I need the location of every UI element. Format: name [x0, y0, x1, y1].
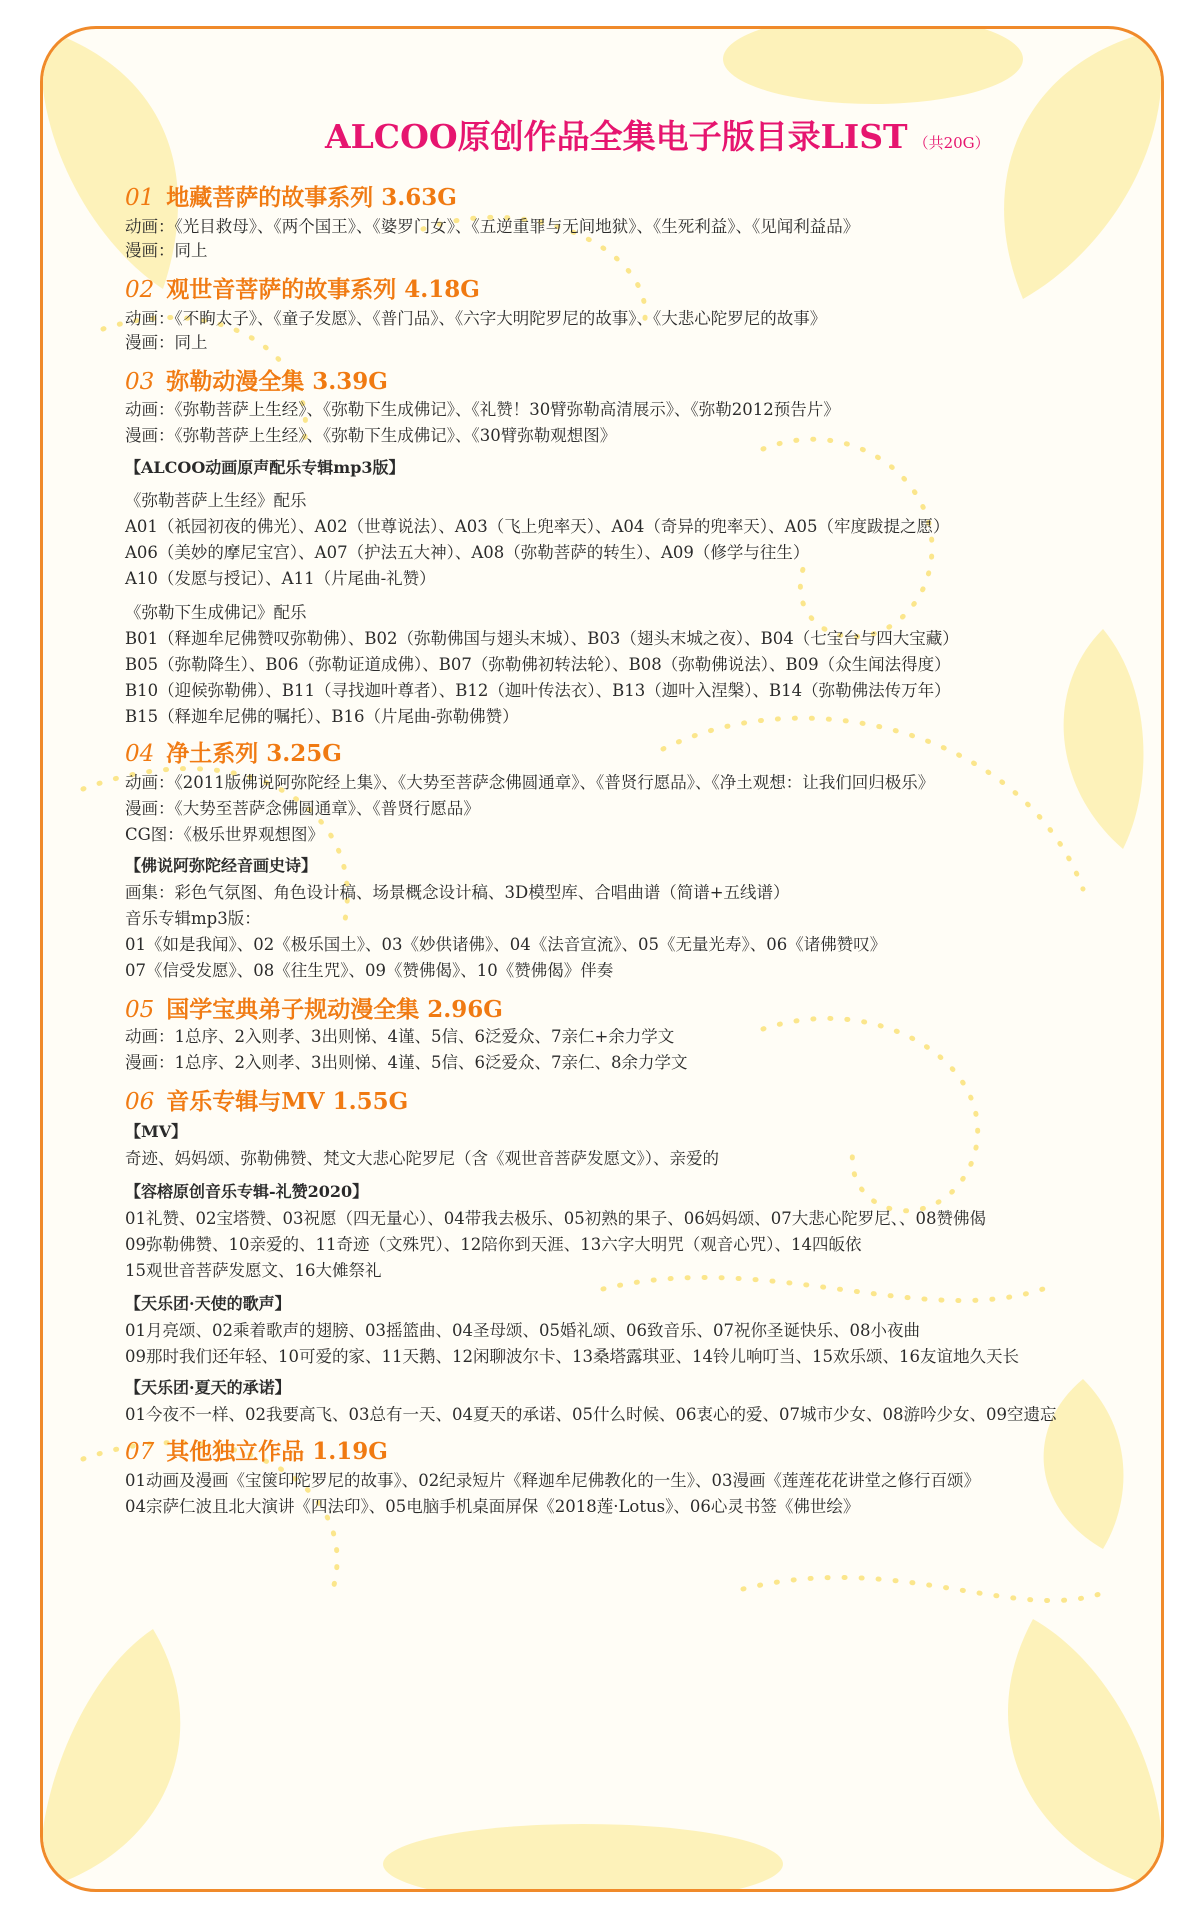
- section-04-heading: [125, 735, 342, 768]
- track-line: B01（释迦牟尼佛赞叹弥勒佛）、B02（弥勒佛国与翅头末城）、B03（翅头末城之夜）、B04（七宝台与四大宝藏）: [125, 629, 959, 648]
- track-line: 01今夜不一样、02我要高飞、03总有一天、04夏天的承诺、05什么时候、06衷心的爱、07城市少女、08游吟少女、09空遗忘: [125, 1405, 1057, 1424]
- track-line: A06（美妙的摩尼宝宫）、A07（护法五大神）、A08（弥勒菩萨的转生）、A09（修学与往生）: [125, 543, 810, 562]
- track-line: 07《信受发愿》、08《往生咒》、09《赞佛偈》、10《赞佛偈》伴奏: [125, 961, 614, 980]
- album-label: 【MV】: [125, 1122, 188, 1141]
- section-title: 音乐专辑与MV 1.55G: [166, 1088, 409, 1115]
- section-title: 地藏菩萨的故事系列 3.63G: [166, 184, 457, 211]
- text-line: 动画：1总序、2入则孝、3出则悌、4谨、5信、6泛爱众、7亲仁+余力学文: [125, 1027, 675, 1046]
- section-06-heading: [125, 1083, 408, 1116]
- track-line: 01《如是我闻》、02《极乐国土》、03《妙供诸佛》、04《法音宣流》、05《无量光寿》、06《诸佛赞叹》: [125, 935, 887, 954]
- section-number: 03: [125, 369, 155, 395]
- text-line: 动画：《光目救母》、《两个国王》、《婆罗门女》、《五逆重罪与无间地狱》、《生死利益》、《见闻利益品》: [125, 217, 860, 236]
- section-07-heading: [125, 1433, 388, 1466]
- section-number: 05: [125, 997, 155, 1023]
- section-01-heading: [125, 179, 457, 212]
- group-title: 《弥勒菩萨上生经》配乐: [125, 491, 307, 510]
- album-label: 【佛说阿弥陀经音画史诗】: [125, 856, 318, 875]
- page-frame: [40, 26, 1164, 1892]
- text-line: 漫画：《大势至菩萨念佛圆通章》、《普贤行愿品》: [125, 799, 480, 818]
- text-line: 漫画：同上: [125, 241, 208, 260]
- text-line: 漫画：《弥勒菩萨上生经》、《弥勒下生成佛记》、《30臂弥勒观想图》: [125, 426, 617, 445]
- album-label: 【ALCOO动画原声配乐专辑mp3版】: [125, 458, 405, 477]
- track-line: 01礼赞、02宝塔赞、03祝愿（四无量心）、04带我去极乐、05初熟的果子、06妈妈颂、07大悲心陀罗尼、、08赞佛偈: [125, 1209, 986, 1228]
- section-title: 净土系列 3.25G: [166, 740, 342, 767]
- group-title: 《弥勒下生成佛记》配乐: [125, 603, 307, 622]
- section-number: 07: [125, 1439, 155, 1465]
- section-02-heading: [125, 271, 480, 304]
- album-label: 【容榕原创音乐专辑-礼赞2020】: [125, 1182, 369, 1201]
- section-number: 02: [125, 277, 155, 303]
- section-number: 04: [125, 741, 155, 767]
- text-line: 04宗萨仁波且北大演讲《四法印》、05电脑手机桌面屏保《2018莲·Lotus》、06心灵书签《佛世绘》: [125, 1497, 860, 1516]
- section-05-heading: [125, 991, 503, 1024]
- section-title: 其他独立作品 1.19G: [166, 1438, 388, 1465]
- track-line: B10（迎候弥勒佛）、B11（寻找迦叶尊者）、B12（迦叶传法衣）、B13（迦叶入涅槃）、B14（弥勒佛法传万年）: [125, 681, 951, 700]
- track-line: 01月亮颂、02乘着歌声的翅膀、03摇篮曲、04圣母颂、05婚礼颂、06致音乐、07祝你圣诞快乐、08小夜曲: [125, 1321, 920, 1340]
- text-line: 动画：《弥勒菩萨上生经》、《弥勒下生成佛记》、《礼赞！30臂弥勒高清展示》、《弥勒2012预告片》: [125, 400, 840, 419]
- text-line: 动画：《不眴太子》、《童子发愿》、《普门品》、《六字大明陀罗尼的故事》、《大悲心陀罗尼的故事》: [125, 309, 827, 328]
- text-line: CG图：《极乐世界观想图》: [125, 825, 325, 844]
- page-title-sub: （共20G）: [913, 134, 990, 152]
- text-line: 漫画：同上: [125, 333, 208, 352]
- text-line: 01动画及漫画《宝箧印陀罗尼的故事》、02纪录短片《释迦牟尼佛教化的一生》、03漫画《莲莲花花讲堂之修行百颂》: [125, 1471, 980, 1490]
- section-number: 06: [125, 1089, 155, 1115]
- page-title: [325, 111, 990, 158]
- section-title: 观世音菩萨的故事系列 4.18G: [166, 276, 480, 303]
- text-line: 画集：彩色气氛图、角色设计稿、场景概念设计稿、3D模型库、合唱曲谱（简谱+五线谱）: [125, 883, 790, 902]
- section-title: 国学宝典弟子规动漫全集 2.96G: [166, 996, 503, 1023]
- track-line: 15观世音菩萨发愿文、16大傩祭礼: [125, 1261, 382, 1280]
- text-line: 奇迹、妈妈颂、弥勒佛赞、梵文大悲心陀罗尼（含《观世音菩萨发愿文》）、亲爱的: [125, 1149, 719, 1168]
- page-title-main: ALCOO原创作品全集电子版目录LIST: [325, 117, 908, 156]
- album-label: 【天乐团·夏天的承诺】: [125, 1378, 291, 1397]
- section-title: 弥勒动漫全集 3.39G: [166, 368, 388, 395]
- track-line: A10（发愿与授记）、A11（片尾曲-礼赞）: [125, 569, 436, 588]
- section-03-heading: [125, 363, 388, 396]
- album-label: 【天乐团·天使的歌声】: [125, 1294, 291, 1313]
- text-line: 音乐专辑mp3版：: [125, 909, 261, 928]
- track-line: 09弥勒佛赞、10亲爱的、11奇迹（文殊咒）、12陪你到天涯、13六字大明咒（观音心咒）、14四皈依: [125, 1235, 862, 1254]
- track-line: B15（释迦牟尼佛的嘱托）、B16（片尾曲-弥勒佛赞）: [125, 707, 519, 726]
- track-line: A01（祇园初夜的佛光）、A02（世尊说法）、A03（飞上兜率天）、A04（奇异的兜率天）、A05（牢度跋提之愿）: [125, 517, 950, 536]
- text-line: 动画：《2011版佛说阿弥陀经上集》、《大势至菩萨念佛圆通章》、《普贤行愿品》、《净土观想：让我们回归极乐》: [125, 773, 935, 792]
- track-line: 09那时我们还年轻、10可爱的家、11天鹅、12闲聊波尔卡、13桑塔露琪亚、14铃儿响叮当、15欢乐颂、16友谊地久天长: [125, 1347, 1019, 1366]
- track-line: B05（弥勒降生）、B06（弥勒证道成佛）、B07（弥勒佛初转法轮）、B08（弥勒佛说法）、B09（众生闻法得度）: [125, 655, 951, 674]
- text-line: 漫画：1总序、2入则孝、3出则悌、4谨、5信、6泛爱众、7亲仁、8余力学文: [125, 1053, 688, 1072]
- section-number: 01: [125, 185, 155, 211]
